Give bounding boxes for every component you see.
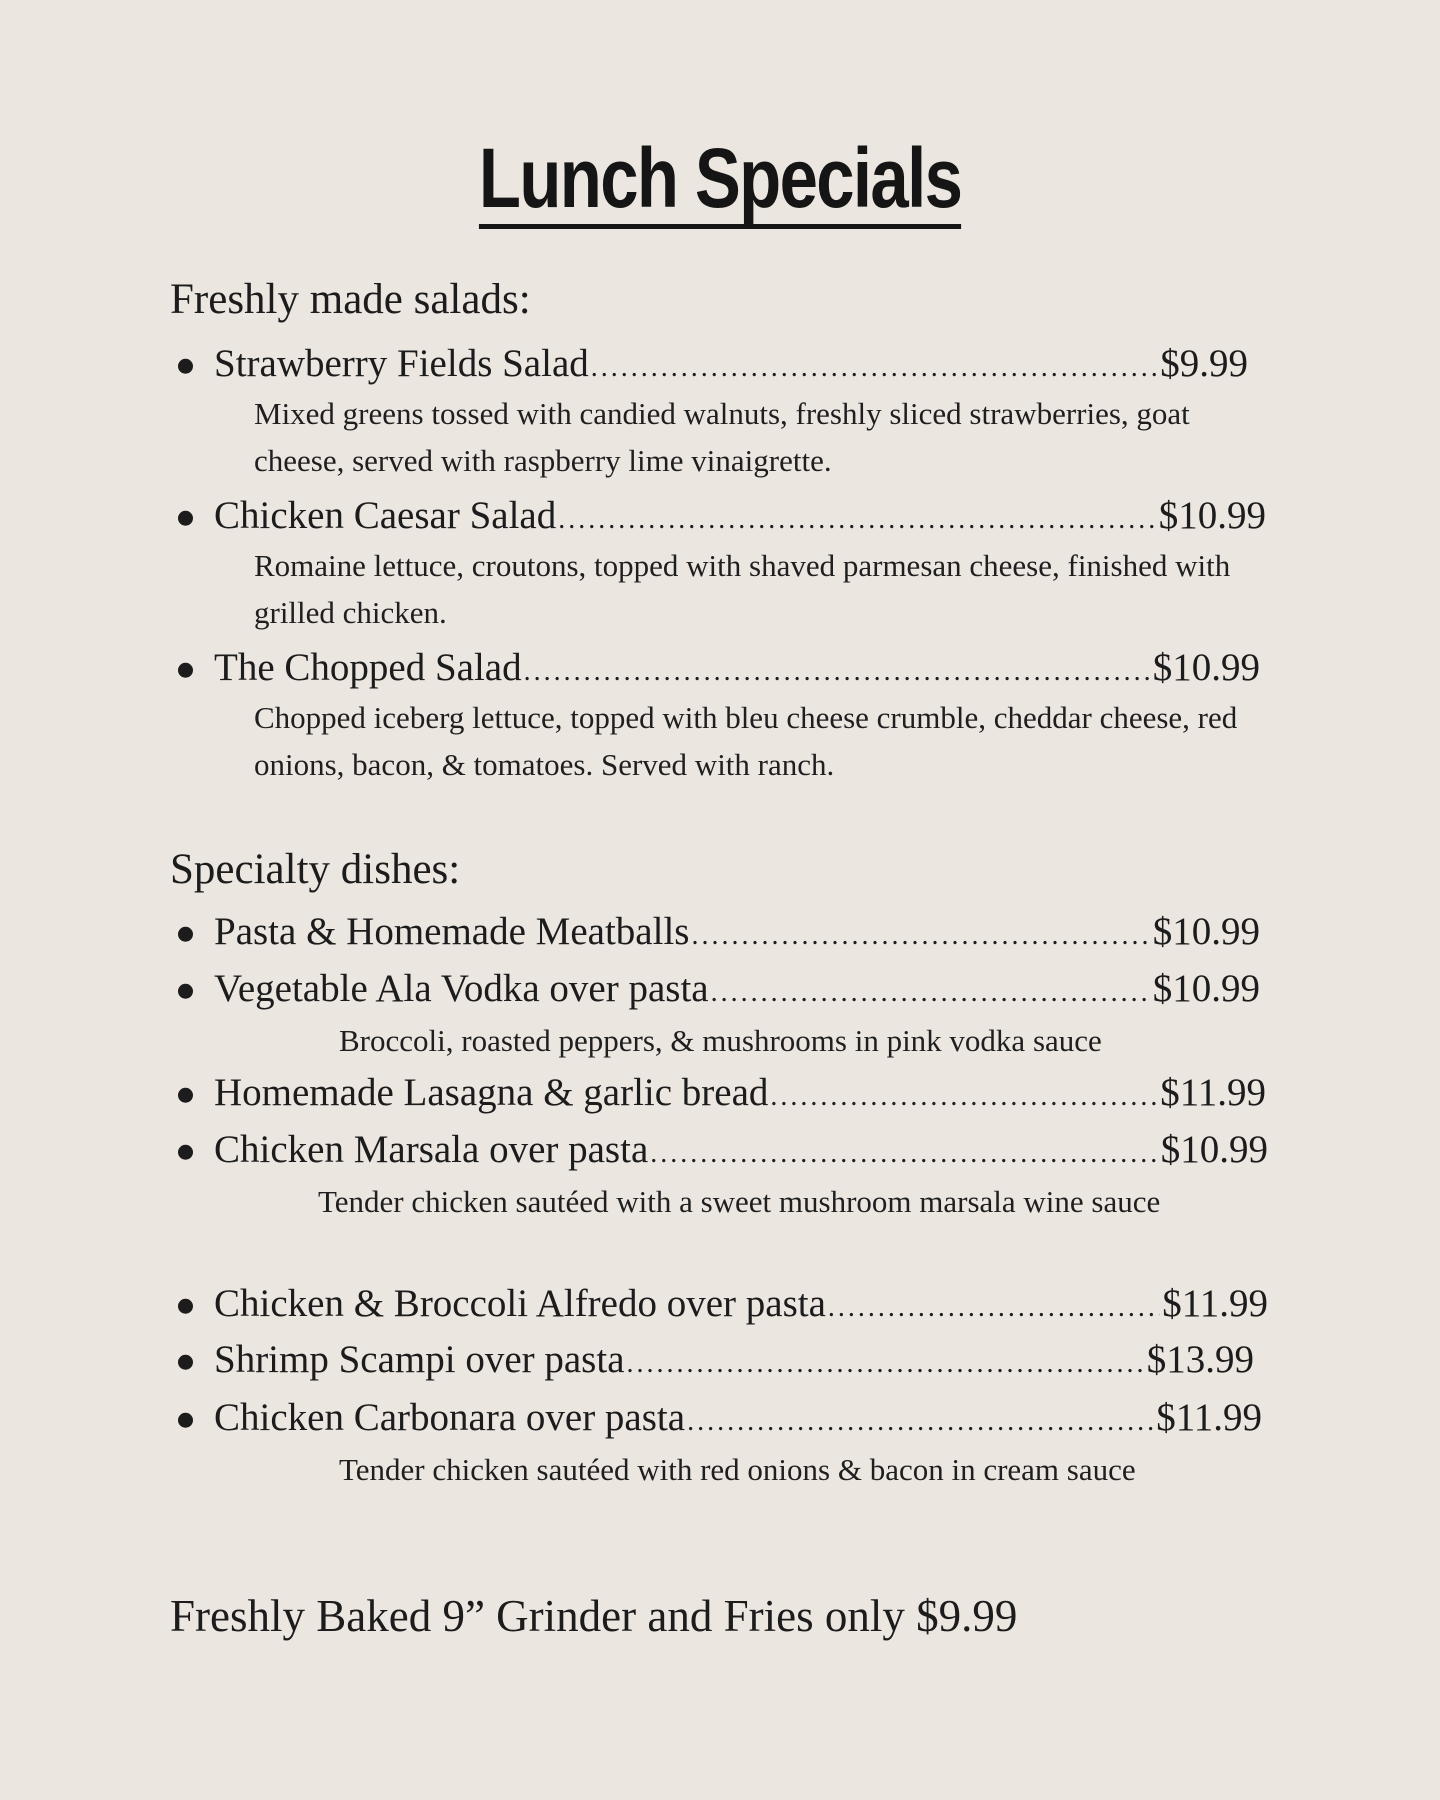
bullet-icon: [178, 926, 193, 941]
item-description: Tender chicken sautéed with red onions & bacon in cream sauce: [339, 1452, 1136, 1487]
menu-item-chicken-caesar-salad: [214, 496, 1266, 535]
item-price: $11.99: [1162, 1282, 1268, 1325]
menu-item-chicken-carbonara: [214, 1398, 1262, 1437]
menu-item-chicken-broccoli-alfredo: [214, 1284, 1268, 1323]
item-name: Strawberry Fields Salad: [214, 342, 589, 385]
bullet-icon: [178, 662, 193, 677]
page-title: [0, 131, 1440, 229]
item-description: Romaine lettuce, croutons, topped with shaved parmesan cheese, finished with grilled chicken.: [254, 548, 1231, 630]
bullet-icon: [178, 1144, 193, 1159]
item-price: $9.99: [1160, 342, 1248, 385]
menu-item-strawberry-fields-salad: [214, 344, 1248, 383]
bullet-icon: [178, 358, 193, 373]
item-price: $11.99: [1160, 1071, 1266, 1114]
item-name: Chicken & Broccoli Alfredo over pasta: [214, 1282, 826, 1325]
dot-leader: [591, 354, 1158, 382]
bullet-icon: [178, 1298, 193, 1313]
item-name: Shrimp Scampi over pasta: [214, 1338, 625, 1381]
item-price: $10.99: [1160, 1128, 1268, 1171]
item-price: $10.99: [1152, 967, 1260, 1010]
bullet-icon: [178, 1354, 193, 1369]
dot-leader: [828, 1294, 1160, 1322]
item-price: $13.99: [1146, 1338, 1254, 1381]
grinder-special: Freshly Baked 9” Grinder and Fries only $9.99: [170, 1591, 1018, 1641]
item-description: Broccoli, roasted peppers, & mushrooms in pink vodka sauce: [339, 1023, 1102, 1058]
item-price: $11.99: [1156, 1396, 1262, 1439]
menu-item-chopped-salad: [214, 648, 1260, 687]
dot-leader: [770, 1083, 1158, 1111]
item-description: Chopped iceberg lettuce, topped with bleu cheese crumble, cheddar cheese, red onions, bacon, & tomatoes. Served with ranch.: [254, 700, 1238, 782]
specialty-heading: Specialty dishes:: [170, 846, 461, 893]
item-price: $10.99: [1158, 494, 1266, 537]
item-description: Mixed greens tossed with candied walnuts, freshly sliced strawberries, goat cheese, served with raspberry lime vinaigrette.: [254, 396, 1190, 478]
dot-leader: [691, 922, 1150, 950]
dot-leader: [627, 1350, 1145, 1378]
bullet-icon: [178, 1087, 193, 1102]
dot-leader: [711, 979, 1151, 1007]
item-name: Chicken Marsala over pasta: [214, 1128, 649, 1171]
item-name: Chicken Caesar Salad: [214, 494, 557, 537]
menu-item-pasta-meatballs: [214, 912, 1260, 951]
bullet-icon: [178, 983, 193, 998]
menu-item-vegetable-ala-vodka: [214, 969, 1260, 1008]
item-name: Homemade Lasagna & garlic bread: [214, 1071, 769, 1114]
dot-leader: [650, 1140, 1158, 1168]
dot-leader: [558, 506, 1157, 534]
dot-leader: [687, 1408, 1154, 1436]
item-price: $10.99: [1152, 646, 1260, 689]
item-name: The Chopped Salad: [214, 646, 522, 689]
menu-item-chicken-marsala: [214, 1130, 1268, 1169]
menu-item-shrimp-scampi: [214, 1340, 1254, 1379]
menu-item-homemade-lasagna: [214, 1073, 1266, 1112]
bullet-icon: [178, 1412, 193, 1427]
salads-heading: Freshly made salads:: [170, 276, 531, 323]
bullet-icon: [178, 510, 193, 525]
item-price: $10.99: [1152, 910, 1260, 953]
dot-leader: [524, 658, 1151, 686]
page-title-text: Lunch Specials: [479, 136, 961, 229]
item-description: Tender chicken sautéed with a sweet mushroom marsala wine sauce: [318, 1184, 1161, 1219]
item-name: Pasta & Homemade Meatballs: [214, 910, 690, 953]
item-name: Chicken Carbonara over pasta: [214, 1396, 686, 1439]
item-name: Vegetable Ala Vodka over pasta: [214, 967, 709, 1010]
